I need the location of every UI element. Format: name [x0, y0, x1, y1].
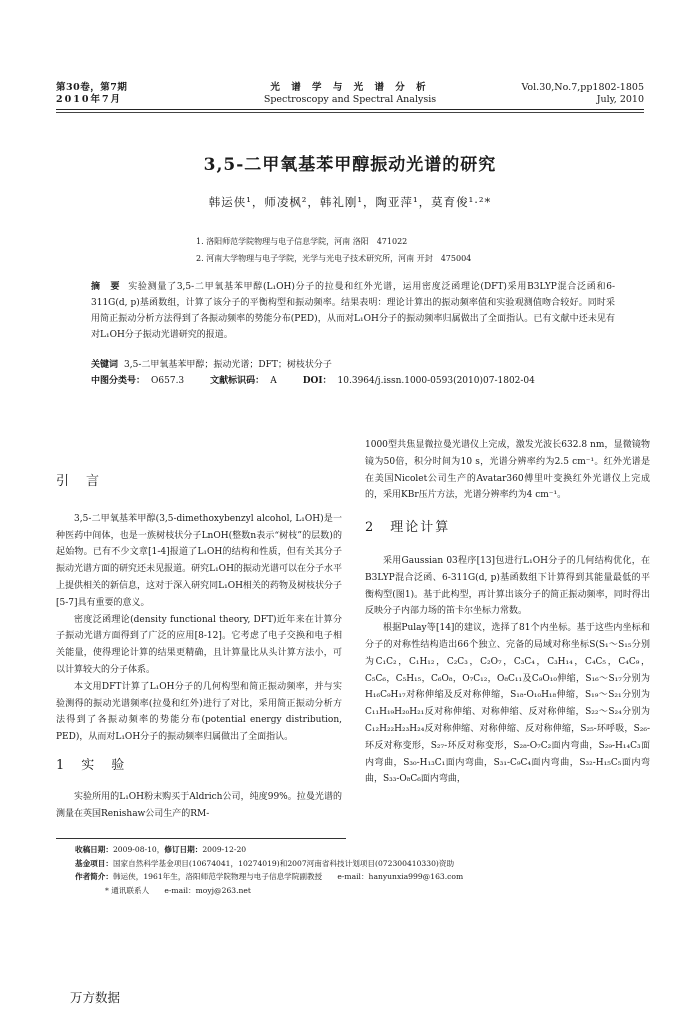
footnotes — [75, 843, 675, 897]
theory-heading: 2 理论计算 — [365, 520, 451, 536]
left-column — [56, 474, 342, 822]
intro-paragraph-1: 3,5-二甲氧基苯甲醇(3,5-dimethoxybenzyl alcohol, L₁OH)是一种医药中间体，也是一族树枝状分子LnOH(整数n表示“树枝”的层数)的起始物。已有不少文章[1-4]报道了L₁OH的结构和性质，但有关其分子振动光谱方面的研究还未见报道。研究L₁OH的振动光谱可以在分子水平上提供相关的新信息，这对于深入研究同L₁OH相关的药物及树枝状分子[5-7]具有重要的意义。 — [56, 513, 342, 608]
journal-name-cn: 光 谱 学 与 光 谱 分 析 — [270, 82, 430, 93]
clc-label: 中图分类号： — [91, 376, 146, 386]
received-date: 2009-08-10， — [112, 845, 165, 854]
affiliation-1: 1. 洛阳师范学院物理与电子信息学院，河南 洛阳 471022 — [196, 237, 408, 246]
experiment-heading: 1 实 验 — [56, 757, 127, 773]
experiment-continued: 1000型共焦显微拉曼光谱仪上完成，激发光波长632.8 nm，显微镜物镜为50倍，积分时间为10 s，光谱分辨率约为2.5 cm⁻¹。红外光谱是在美国Nicolet公司生产的Avatar360傅里叶变换红外光谱仪上完成的，采用KBr压片方法，光谱分辨率约为4 cm⁻¹。 — [365, 440, 650, 501]
bio-footnote — [75, 870, 675, 884]
doc-code-label: 文献标识码： — [210, 376, 265, 386]
fund-label: 基金项目： — [75, 858, 113, 868]
keywords-text: 3,5-二甲氧基苯甲醇；振动光谱；DFT；树枝状分子 — [124, 360, 332, 370]
doi-label: DOI： — [302, 376, 332, 386]
abstract-text: 实验测量了3,5-二甲氧基苯甲醇(L₁OH)分子的拉曼和红外光谱，运用密度泛函理论(DFT)采用B3LYP混合泛函和6-311G(d, p)基函数组，计算了该分子的平衡构型和振动频率。结果表明：理论计算出的振动频率值和实验观测值吻合较好。同时采用简正振动分析方法得到了各振动频率的势能分布(PED)，从而对L₁OH分子的振动频率归属做出了全面指认。已有文献中还未见有对L₁OH分子振动光谱研究的报道。 — [91, 282, 615, 340]
doc-code: A — [270, 376, 277, 386]
fund-footnote — [75, 857, 675, 871]
footnote-rule — [56, 838, 346, 839]
keywords — [91, 358, 615, 373]
abstract-label: 摘 要 — [91, 282, 121, 292]
header-rule-thin — [56, 112, 644, 113]
affiliation-2: 2. 河南大学物理与电子学院，光学与光电子技术研究所，河南 开封 475004 — [196, 254, 472, 263]
volume-issue: 第30卷，第7期 — [56, 82, 128, 93]
corresponding-footnote: * 通讯联系人 e-mail：moyj@263.net — [105, 885, 251, 895]
right-column — [365, 437, 650, 788]
volume-pages: Vol.30,No.7,pp1802-1805 — [521, 82, 644, 93]
publication-date: 2010年7月 — [56, 94, 123, 105]
experiment-paragraph: 实验所用的L₁OH粉末购买于Aldrich公司，纯度99%。拉曼光谱的测量在英国Renishaw公司生产的RM- — [56, 791, 342, 819]
clc-number: O657.3 — [151, 376, 185, 386]
month-year: July, 2010 — [596, 94, 644, 105]
dates-footnote — [75, 843, 675, 857]
received-label: 收稿日期： — [75, 845, 113, 854]
intro-paragraph-3: 本文用DFT计算了L₁OH分子的几何构型和简正振动频率，并与实验测得的振动光谱频率(拉曼和红外)进行了对比，采用简正振动分析方法得到了各振动频率的势能分布(potential energy distribution, PED)，从而对L₁OH分子的振动频率归属做出了全面指认。 — [56, 681, 342, 743]
bio-label: 作者简介： — [75, 872, 113, 881]
journal-name-en: Spectroscopy and Spectral Analysis — [263, 94, 437, 105]
paper-title: 3,5-二甲氧基苯甲醇振动光谱的研究 — [203, 155, 497, 175]
intro-heading: 引 言 — [56, 474, 102, 489]
journal-pages-info — [521, 82, 644, 106]
intro-paragraph-2: 密度泛函理论(density functional theory, DFT)近年来在计算分子振动光谱方面得到了广泛的应用[8-12]。它考虑了电子交换和电子相关能量，使得理论计算的结果更精确，且计算量比从头计算方法小，可以计算较大的分子体系。 — [56, 614, 342, 675]
doi-value: 10.3964/j.issn.1000-0593(2010)07-1802-04 — [337, 376, 535, 386]
header-rule — [56, 109, 644, 110]
running-header — [56, 82, 644, 110]
classification-line — [91, 374, 615, 389]
bio-text: 韩运侠，1961年生，洛阳师范学院物理与电子信息学院副教授 e-mail：hanyunxia999@163.com — [112, 872, 464, 881]
theory-paragraph-1: 采用Gaussian 03程序[13]包进行L₁OH分子的几何结构优化，在B3LYP混合泛函、6-311G(d, p)基函数组下计算得到其能量最低的平衡构型(图1)。基于此构型，再计算出该分子的简正振动频率，同时得出反映分子内部力场的笛卡尔坐标力常数。 — [365, 555, 650, 617]
keywords-label: 关键词 — [91, 360, 119, 370]
author-list: 韩运侠¹，师凌枫²，韩礼刚¹，陶亚萍¹，莫育俊¹·²* — [208, 195, 492, 209]
theory-paragraph-2: 根据Pulay等[14]的建议，选择了81个内坐标。基于这些内坐标和分子的对称性结构造出66个独立、完备的局域对称坐标S(S₁～S₁₅分别为C₁C₂，C₁H₁₂，C₂C₃，C₂O₇，C₃C₄，C₃H₁₄，C₄C₅，C₄C₉，C₅C₆，C₅H₁₅，C₆O₈，O₇C₁₂，O₈C₁₁及C₉O₁₀伸缩，S₁₆～S₁₇分别为H₁₆C₉H₁₇对称伸缩及反对称伸缩，S₁₈-O₁₀H₁₈伸缩，S₁₉～S₂₁分别为C₁₁H₁₉H₂₀H₂₁反对称伸缩、对称伸缩、反对称伸缩，S₂₂～S₂₄分别为C₁₂H₂₂H₂₃H₂₄反对称伸缩、对称伸缩、反对称伸缩，S₂₅-环呼吸，S₂₆-环反对称变形，S₂₇-环反对称变形，S₂₈-O₇C₂面内弯曲，S₂₉-H₁₄C₃面内弯曲，S₃₀-H₁₃C₁面内弯曲，S₃₁-C₉C₄面内弯曲，S₃₂-H₁₅C₅面内弯曲，S₃₃-O₈C₆面内弯曲， — [365, 623, 650, 785]
fund-text: 国家自然科学基金项目(10674041，10274019)和2007河南省科技计划项目(072300410330)资助 — [112, 858, 455, 868]
revised-label: 修订日期： — [164, 845, 203, 854]
database-watermark: 万方数据 — [70, 990, 121, 1005]
abstract — [91, 279, 615, 343]
revised-date: 2009-12-20 — [202, 845, 247, 854]
